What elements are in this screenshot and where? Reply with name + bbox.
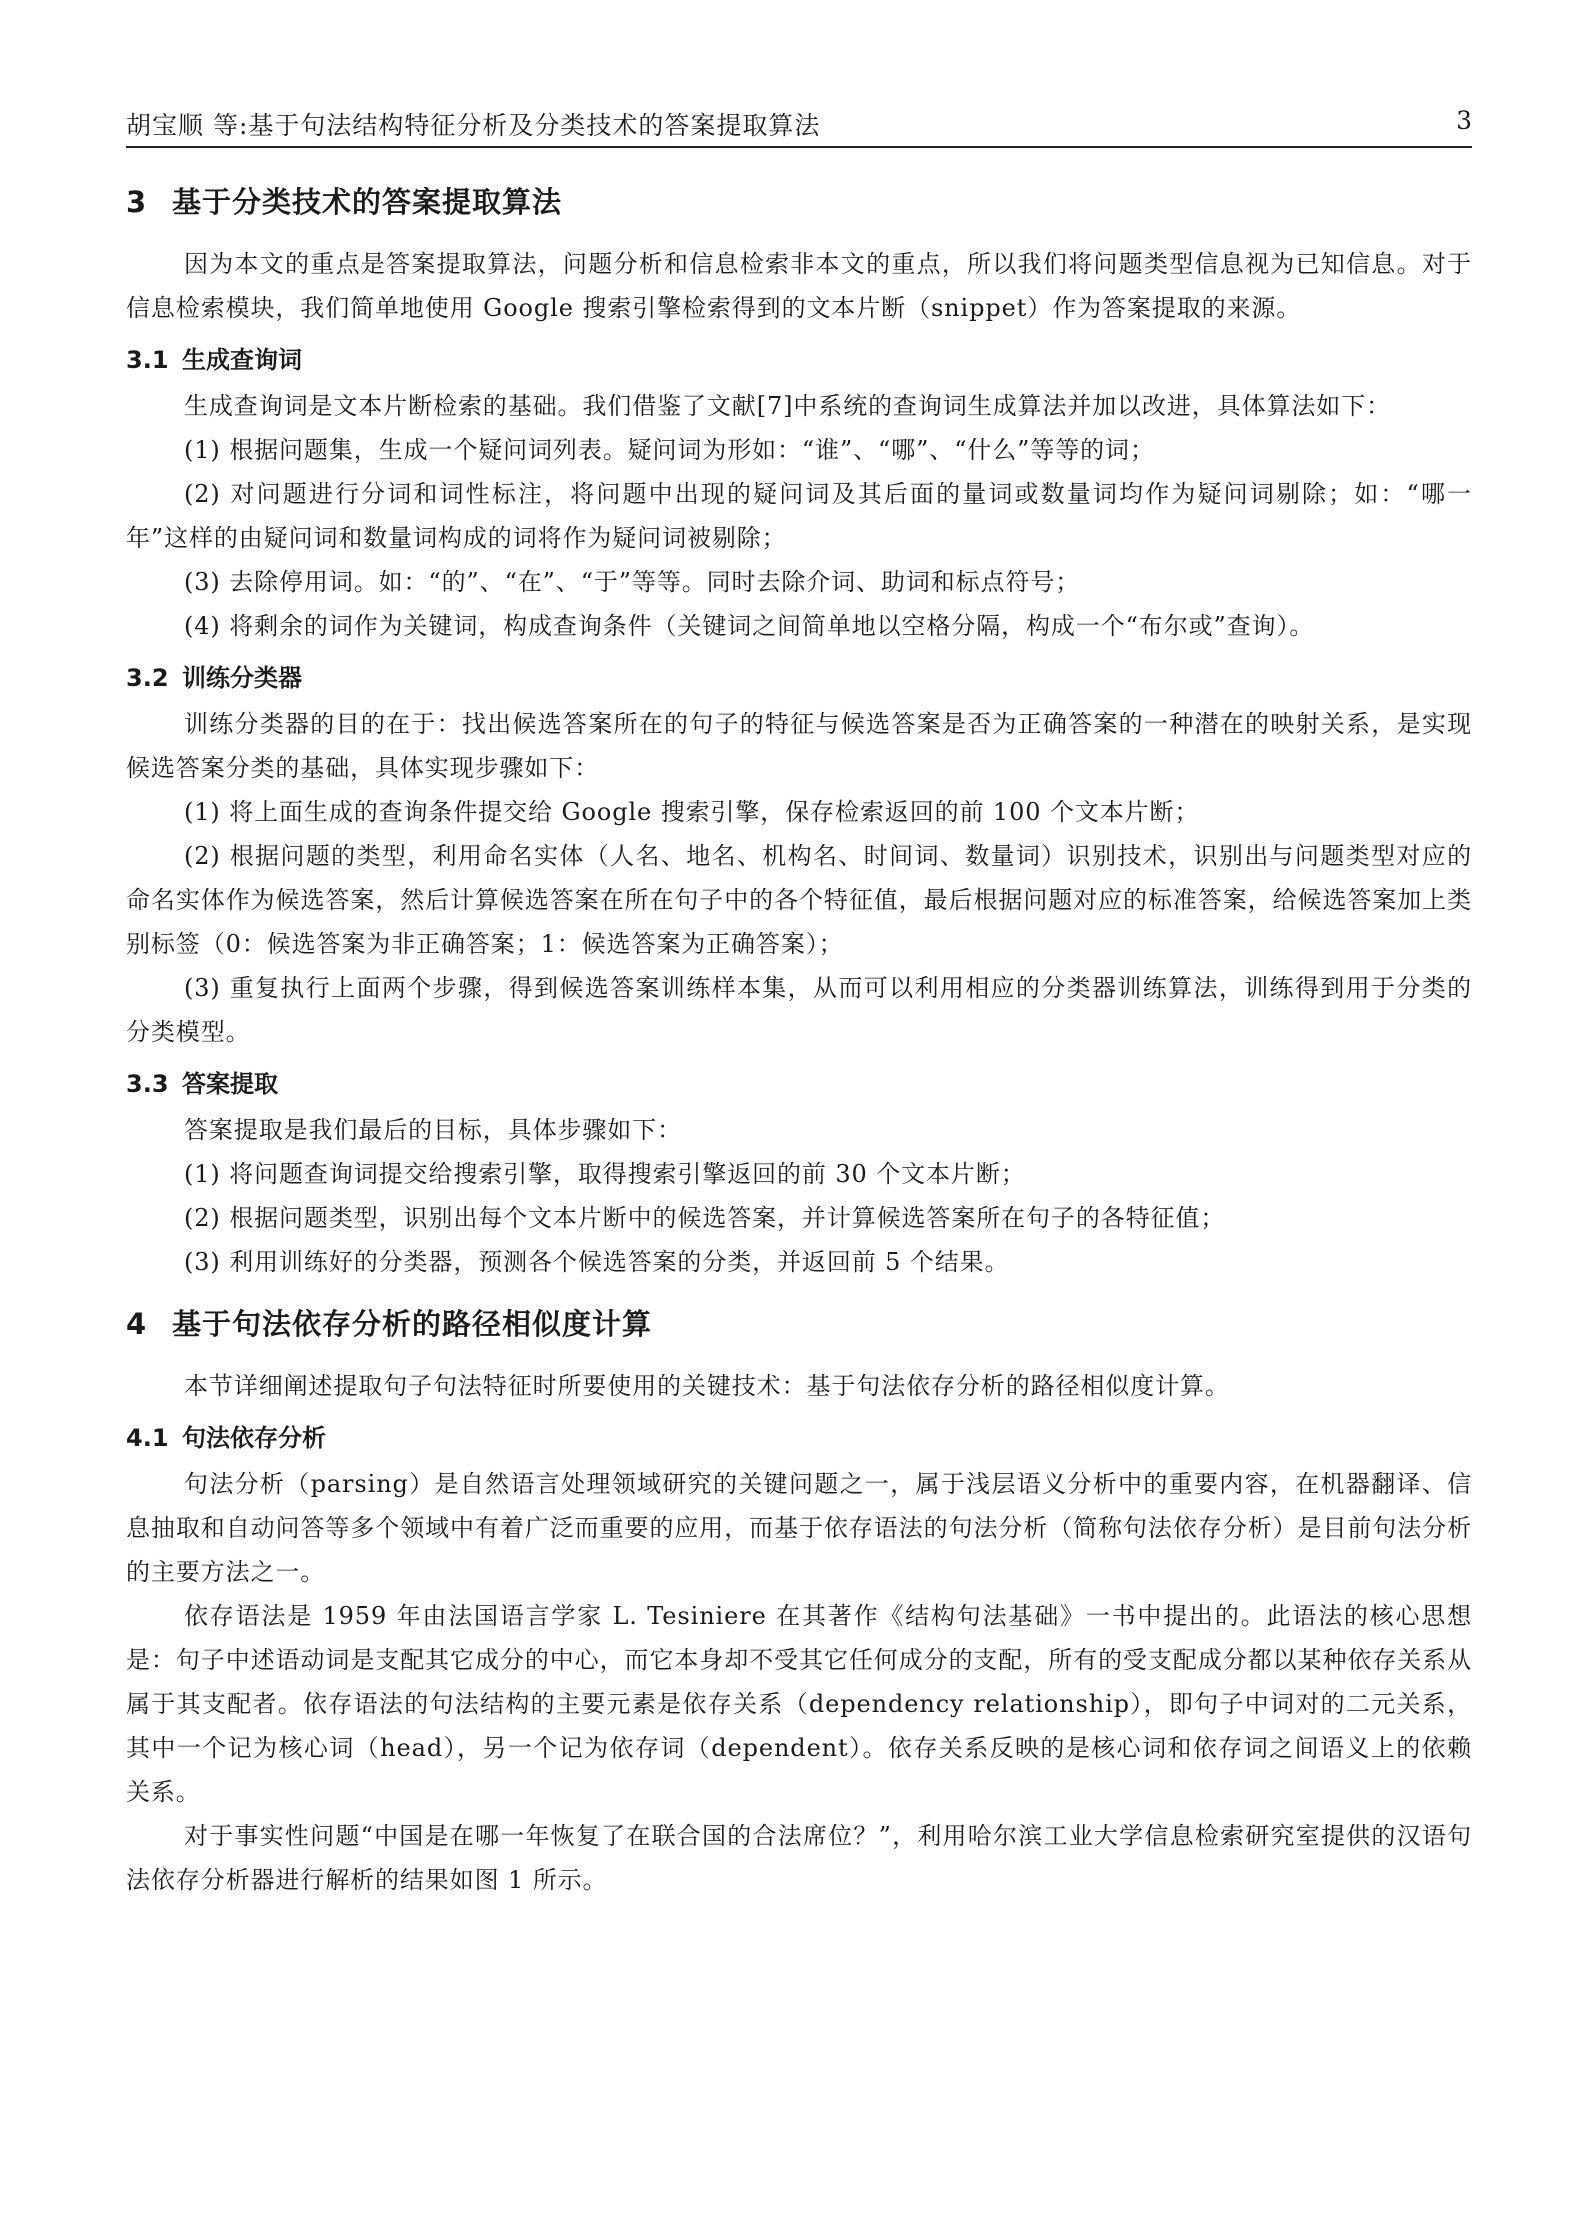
page-number: 3 [1456,106,1472,135]
list-item: (1) 将上面生成的查询条件提交给 Google 搜索引擎，保存检索返回的前 100 个文本片断； [184,798,1200,826]
section-heading [126,176,1472,228]
list-item: (3) 去除停用词。如：“的”、“在”、“于”等等。同时去除介词、助词和标点符号； [184,568,1081,596]
subsection-number: 4.1 [126,1424,169,1452]
list-item: (2) 根据问题类型，识别出每个文本片断中的候选答案，并计算候选答案所在句子的各特征值； [184,1204,1226,1232]
subsection-heading [126,656,1472,700]
section-number: 4 [126,1307,148,1341]
list-item: (3) 重复执行上面两个步骤，得到候选答案训练样本集，从而可以利用相应的分类器训练算法，训练得到用于分类的分类模型。 [126,974,1472,1046]
paragraph: 生成查询词是文本片断检索的基础。我们借鉴了文献[7]中系统的查询词生成算法并加以改进，具体算法如下： [184,392,1391,420]
paragraph: 答案提取是我们最后的目标，具体步骤如下： [184,1116,682,1144]
section-number: 3 [126,185,148,219]
paragraph: 对于事实性问题“中国是在哪一年恢复了在联合国的合法席位？”，利用哈尔滨工业大学信息检索研究室提供的汉语句法依存分析器进行解析的结果如图 1 所示。 [126,1822,1472,1894]
subsection-number: 3.3 [126,1070,169,1098]
subsection-title: 句法依存分析 [182,1424,326,1452]
subsection-number: 3.1 [126,346,169,374]
list-item: (2) 根据问题的类型，利用命名实体（人名、地名、机构名、时间词、数量词）识别技术，识别出与问题类型对应的命名实体作为候选答案，然后计算候选答案在所在句子中的各个特征值，最后根据问题对应的标准答案，给候选答案加上类别标签（0：候选答案为非正确答案；1：候选答案为正确答案）； [126,842,1472,958]
list-item: (4) 将剩余的词作为关键词，构成查询条件（关键词之间简单地以空格分隔，构成一个“布尔或”查询）。 [184,612,1315,640]
paragraph: 依存语法是 1959 年由法国语言学家 L. Tesiniere 在其著作《结构句法基础》一书中提出的。此语法的核心思想是：句子中述语动词是支配其它成分的中心，而它本身却不受其它任何成分的支配，所有的受支配成分都以某种依存关系从属于其支配者。依存语法的句法结构的主要元素是依存关系（dependency relationship），即句子中词对的二元关系，其中一个记为核心词（head），另一个记为依存词（dependent）。依存关系反映的是核心词和依存词之间语义上的依赖关系。 [126,1602,1472,1806]
subsection-title: 生成查询词 [182,346,302,374]
subsection-heading [126,1062,1472,1106]
section-title: 基于分类技术的答案提取算法 [172,185,563,219]
header-title: 胡宝顺 等:基于句法结构特征分析及分类技术的答案提取算法 [126,111,821,140]
list-item: (1) 根据问题集，生成一个疑问词列表。疑问词为形如：“谁”、“哪”、“什么”等等的词； [184,436,1155,464]
section-heading [126,1298,1472,1350]
section-intro: 因为本文的重点是答案提取算法，问题分析和信息检索非本文的重点，所以我们将问题类型信息视为已知信息。对于信息检索模块，我们简单地使用 Google 搜索引擎检索得到的文本片断（snippet）作为答案提取的来源。 [126,250,1472,322]
paragraph: 句法分析（parsing）是自然语言处理领域研究的关键问题之一，属于浅层语义分析中的重要内容，在机器翻译、信息抽取和自动问答等多个领域中有着广泛而重要的应用，而基于依存语法的句法分析（简称句法依存分析）是目前句法分析的主要方法之一。 [126,1470,1472,1586]
list-item: (3) 利用训练好的分类器，预测各个候选答案的分类，并返回前 5 个结果。 [184,1248,1010,1276]
paragraph: 训练分类器的目的在于：找出候选答案所在的句子的特征与候选答案是否为正确答案的一种潜在的映射关系，是实现候选答案分类的基础，具体实现步骤如下： [126,710,1472,782]
subsection-number: 3.2 [126,664,169,692]
subsection-heading [126,338,1472,382]
running-header [126,96,1472,148]
list-item: (2) 对问题进行分词和词性标注，将问题中出现的疑问词及其后面的量词或数量词均作为疑问词剔除；如：“哪一年”这样的由疑问词和数量词构成的词将作为疑问词被剔除； [126,480,1472,552]
section-title: 基于句法依存分析的路径相似度计算 [172,1307,653,1341]
subsection-heading [126,1416,1472,1460]
article-body [126,172,1472,1902]
list-item: (1) 将问题查询词提交给搜索引擎，取得搜索引擎返回的前 30 个文本片断； [184,1160,1026,1188]
section-intro: 本节详细阐述提取句子句法特征时所要使用的关键技术：基于句法依存分析的路径相似度计算。 [184,1372,1230,1400]
subsection-title: 训练分类器 [182,664,302,692]
subsection-title: 答案提取 [182,1070,278,1098]
